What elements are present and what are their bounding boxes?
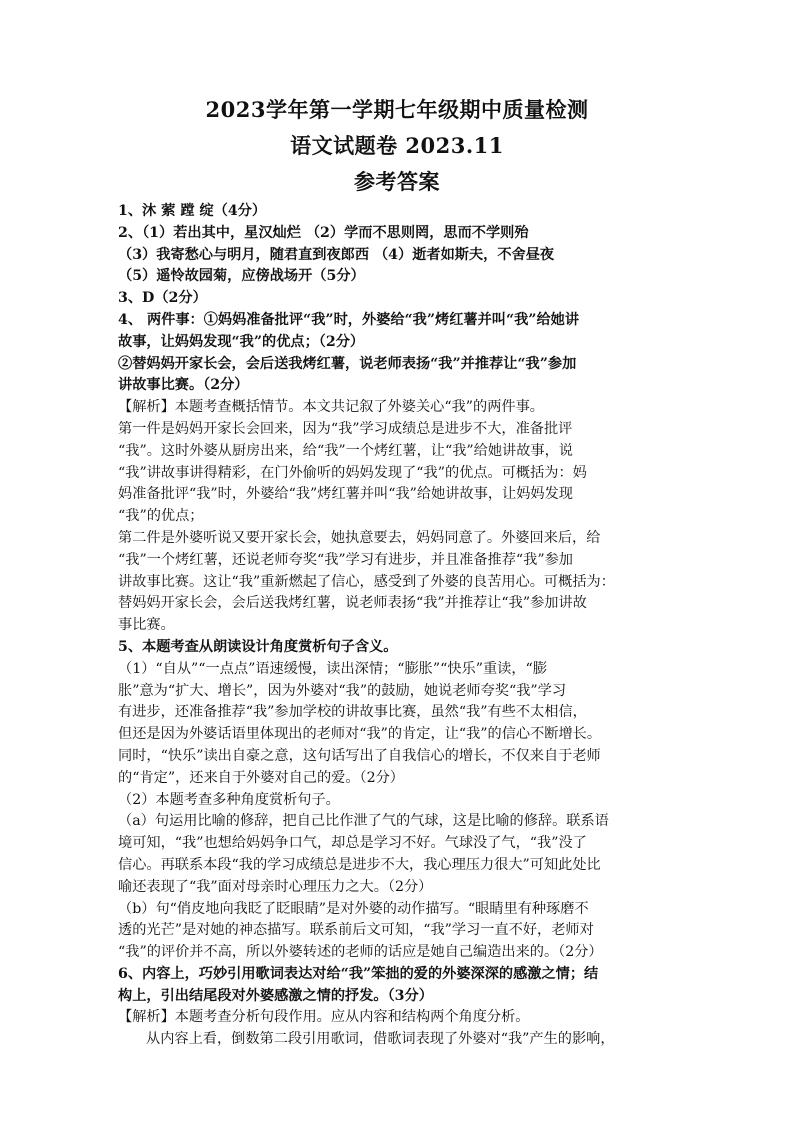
text-line: “我”讲故事讲得精彩，在门外偷听的妈妈发现了“我”的优点。可概括为：妈 — [118, 464, 587, 481]
answer-key-heading: 参考答案 — [354, 169, 440, 194]
text-line: 信心。再联系本段“我的学习成绩总是进步不大，我心理压力很大”可知此处比 — [118, 856, 601, 873]
text-line: （1）“自从”“一点点”语速缓慢，读出深情；“膨胀”“快乐”重读，“膨 — [118, 660, 547, 677]
text-line: 妈准备批评“我”时，外婆给“我”烤红薯并叫“我”给她讲故事，让妈妈发现 — [118, 486, 573, 503]
text-line: 【解析】本题考查概括情节。本文共记叙了外婆关心“我”的两件事。 — [118, 399, 544, 416]
exam-title: 2023学年第一学期七年级期中质量检测 — [205, 97, 589, 122]
text-line: 胀”意为“扩大、增长”，因为外婆对“我”的鼓励，她说老师夸奖“我”学习 — [118, 682, 567, 699]
text-line: （2）本题考查多种角度赏析句子。 — [118, 791, 340, 808]
text-line: 2、（1）若出其中，星汉灿烂 （2）学而不思则罔，思而不学则殆 — [118, 224, 529, 241]
text-line: 第一件是妈妈开家长会回来，因为“我”学习成绩总是进步不大，准备批评 — [118, 420, 573, 437]
text-line: （5）遥怜故园菊，应傍战场开（5分） — [118, 268, 365, 285]
text-line: 事比赛。 — [118, 617, 175, 634]
text-line: （3）我寄愁心与明月，随君直到夜郎西 （4）逝者如斯夫，不舍昼夜 — [118, 246, 555, 263]
text-line: “我”一个烤红薯，还说老师夸奖“我”学习有进步，并且准备推荐“我”参加 — [118, 551, 573, 568]
text-line: ②替妈妈开家长会，会后送我烤红薯，说老师表扬“我”并推荐让“我”参加 — [118, 355, 577, 372]
text-line: 故事，让妈妈发现“我”的优点；（2分） — [118, 333, 365, 350]
text-line: （b）句“俏皮地向我眨了眨眼睛”是对外婆的动作描写。“眼睛里有种琢磨不 — [118, 900, 589, 917]
text-line: 喻还表现了“我”面对母亲时心理压力之大。（2分） — [118, 878, 433, 895]
text-line: “我”的优点； — [118, 508, 204, 525]
text-line: “我”的评价并不高，所以外婆转述的老师的话应是她自己编造出来的。（2分） — [118, 944, 603, 961]
text-line: 讲故事比赛。这让“我”重新燃起了信心，感受到了外婆的良苦用心。可概括为： — [118, 573, 615, 590]
text-line: 有进步，还准备推荐“我”参加学校的讲故事比赛，虽然“我”有些不太相信， — [118, 704, 587, 721]
text-line: 6、内容上，巧妙引用歌词表达对给“我”笨拙的爱的外婆深深的感激之情；结 — [118, 965, 599, 982]
text-line: 替妈妈开家长会，会后送我烤红薯，说老师表扬“我”并推荐让“我”参加讲故 — [118, 595, 587, 612]
text-line: 4、 两件事：①妈妈准备批评“我”时，外婆给“我”烤红薯并叫“我”给她讲 — [118, 311, 580, 328]
text-line: 的“肯定”，还来自于外婆对自己的爱。（2分） — [118, 769, 404, 786]
text-line: 透的光芒”是对她的神态描写。联系前后文可知，“我”学习一直不好，老师对 — [118, 922, 594, 939]
text-line: 3、D（2分） — [118, 290, 207, 307]
text-line: 讲故事比赛。（2分） — [118, 377, 249, 394]
text-line: 但还是因为外婆话语里体现出的老师对“我”的肯定，让“我”的信心不断增长。 — [118, 726, 602, 743]
text-line: “我”。这时外婆从厨房出来，给“我”一个烤红薯，让“我”给她讲故事，说 — [118, 442, 573, 459]
text-line: 从内容上看，倒数第二段引用歌词，借歌词表现了外婆对“我”产生的影响， — [146, 1031, 615, 1048]
text-line: 【解析】本题考查分析句段作用。应从内容和结构两个角度分析。 — [118, 1009, 530, 1026]
text-line: （a）句运用比喻的修辞，把自己比作泄了气的气球，这是比喻的修辞。联系语 — [118, 813, 609, 830]
text-line: 第二件是外婆听说又要开家长会，她执意要去，妈妈同意了。外婆回来后，给 — [118, 529, 601, 546]
text-line: 构上，引出结尾段对外婆感激之情的抒发。（3分） — [118, 987, 433, 1004]
text-line: 同时，“快乐”读出自豪之意，这句话写出了自我信心的增长，不仅来自于老师 — [118, 747, 601, 764]
text-line: 1、沐 萦 蹚 绽（4分） — [118, 203, 267, 219]
exam-subtitle: 语文试题卷 2023.11 — [290, 133, 504, 158]
answer-body — [118, 201, 686, 1051]
text-line: 境可知，“我”也想给妈妈争口气，却总是学习不好。气球没了气，“我”没了 — [118, 835, 587, 852]
text-line: 5、本题考查从朗读设计角度赏析句子含义。 — [118, 638, 398, 655]
